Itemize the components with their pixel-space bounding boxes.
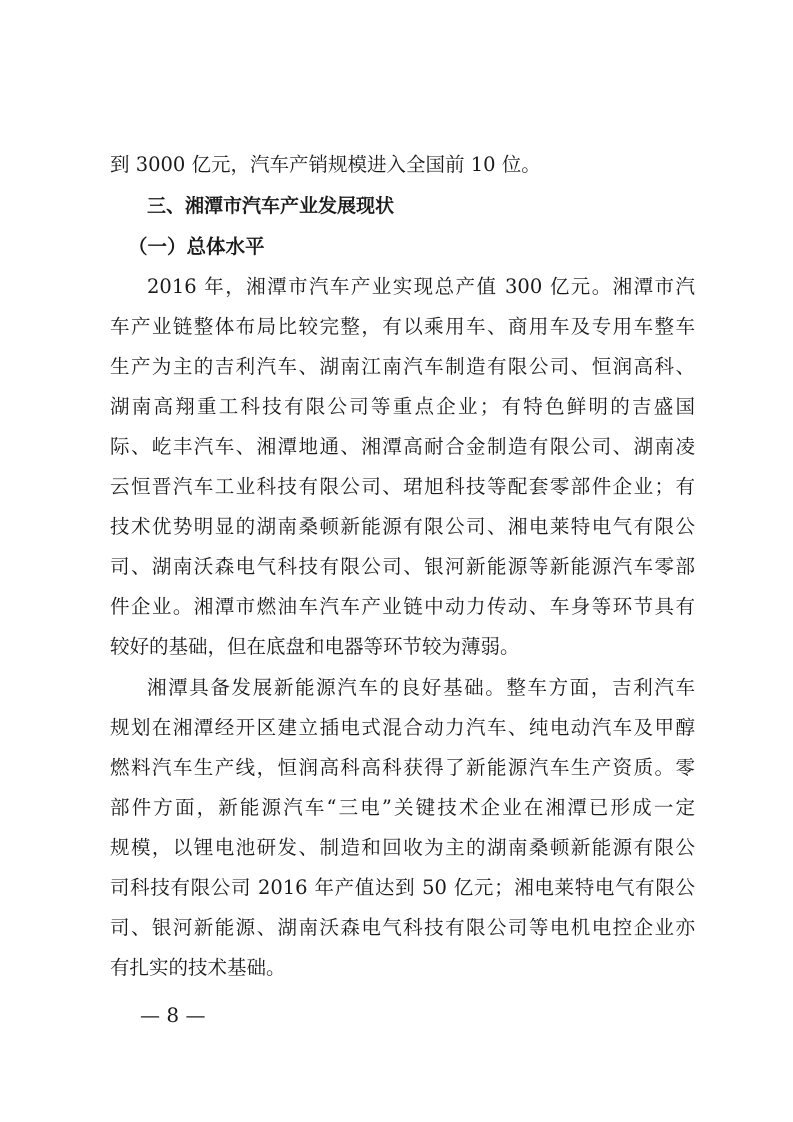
text-line-16: 燃料汽车生产线，恒润高科高科获得了新能源汽车生产资质。零 [110,756,695,779]
text-line-14: 湘潭具备发展新能源汽车的良好基础。整车方面，吉利汽车 [147,676,695,699]
text-line-6: 生产为主的吉利汽车、湖南江南汽车制造有限公司、恒润高科、 [110,355,695,378]
text-line-1: 到 3000 亿元，汽车产销规模进入全国前 10 位。 [110,153,541,176]
text-line-10: 技术优势明显的湖南桑顿新能源有限公司、湘电莱特电气有限公 [110,515,695,538]
text-line-7: 湖南高翔重工科技有限公司等重点企业；有特色鲜明的吉盛国 [110,395,695,418]
text-line-11: 司、湖南沃森电气科技有限公司、银河新能源等新能源汽车零部 [110,555,695,578]
text-line-12: 件企业。湘潭市燃油车汽车产业链中动力传动、车身等环节具有 [110,595,695,618]
text-line-13: 较好的基础，但在底盘和电器等环节较为薄弱。 [110,635,520,658]
text-line-4: 2016 年，湘潭市汽车产业实现总产值 300 亿元。湘潭市汽 [147,275,695,298]
text-line-8: 际、屹丰汽车、湘潭地通、湘潭高耐合金制造有限公司、湖南凌 [110,435,695,458]
page-number: — 8 — [140,1003,206,1027]
section-heading: 三、湘潭市汽车产业发展现状 [147,195,395,217]
text-line-9: 云恒晋汽车工业科技有限公司、珺旭科技等配套零部件企业；有 [110,475,695,498]
text-line-18: 规模，以锂电池研发、制造和回收为主的湖南桑顿新能源有限公 [110,836,695,859]
text-line-20: 司、银河新能源、湖南沃森电气科技有限公司等电机电控企业亦 [110,916,695,939]
text-line-19: 司科技有限公司 2016 年产值达到 50 亿元；湘电莱特电气有限公 [110,876,695,899]
text-line-15: 规划在湘潭经开区建立插电式混合动力汽车、纯电动汽车及甲醇 [110,716,695,739]
text-line-5: 车产业链整体布局比较完整，有以乘用车、商用车及专用车整车 [110,315,695,338]
text-line-21: 有扎实的技术基础。 [110,956,286,979]
text-line-17: 部件方面，新能源汽车“三电”关键技术企业在湘潭已形成一定 [110,796,695,819]
subsection-heading: （一）总体水平 [128,235,265,258]
